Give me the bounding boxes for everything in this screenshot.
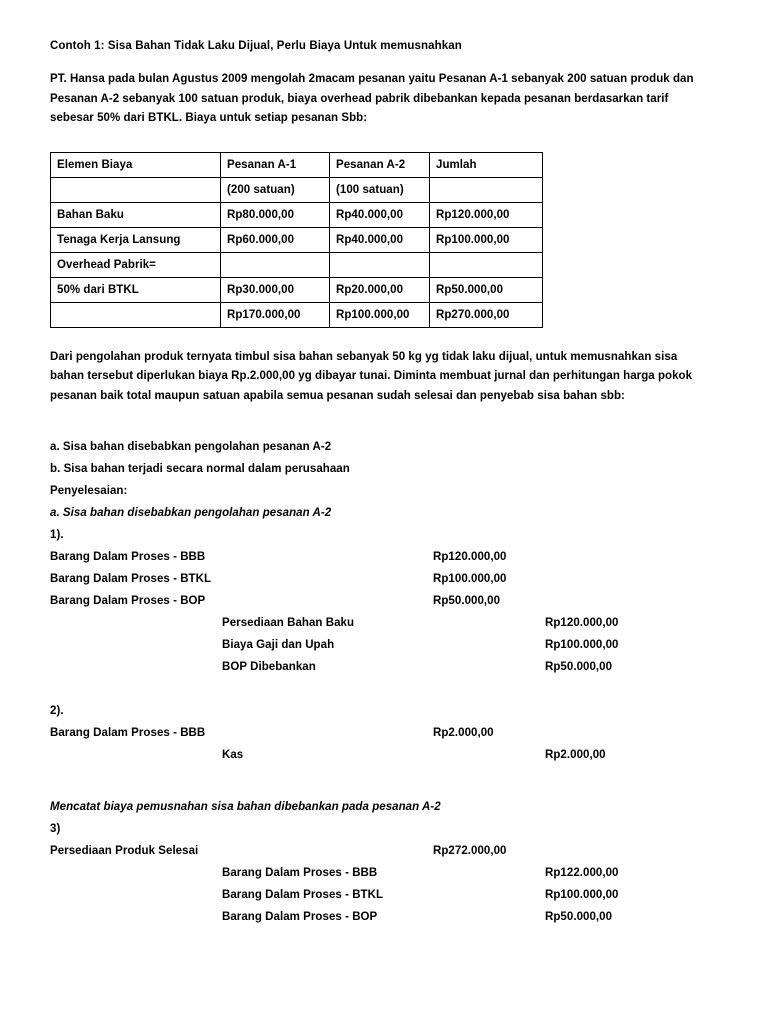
pemusnahan-note: Mencatat biaya pemusnahan sisa bahan dibebankan pada pesanan A-2 [50, 801, 441, 813]
second-paragraph: Dari pengolahan produk ternyata timbul sisa bahan sebanyak 50 kg yg tidak laku dijual, untuk memusnahkan sisa bahan tersebut diperlukan biaya Rp.2.000,00 yg dibayar tunai. Diminta membuat jurnal dan perhitungan harga pokok pesanan baik total maupun satuan apabila semua pesanan sudah selesai dan penyebab sisa bahan sbb: [50, 350, 693, 402]
table-row [51, 252, 543, 277]
intro-paragraph: PT. Hansa pada bulan Agustus 2009 mengolah 2macam pesanan yaitu Pesanan A-1 sebanyak 200 satuan produk dan Pesanan A-2 sebanyak 100 satuan produk, biaya overhead pabrik dibebankan kepada pesanan berdasarkan tarif sebesar 50% dari BTKL. Biaya untuk setiap pesanan Sbb: [50, 73, 694, 124]
table-cell: Rp20.000,00 [330, 277, 430, 302]
table-cell: Rp40.000,00 [330, 202, 430, 227]
journal-account: Barang Dalam Proses - BBB [222, 867, 378, 879]
table-cell [430, 177, 543, 202]
table-cell: Rp170.000,00 [221, 302, 330, 327]
journal-account: Persediaan Produk Selesai [50, 845, 199, 857]
table-header-row [51, 152, 543, 177]
journal-credit-amount: Rp100.000,00 [545, 639, 619, 651]
journal-debit-amount: Rp100.000,00 [433, 573, 507, 585]
question-options [50, 436, 718, 524]
journal-line [50, 546, 718, 568]
option-b-line: b. Sisa bahan terjadi secara normal dalam perusahaan [50, 463, 350, 475]
journal-line [50, 590, 718, 612]
journal-account: Barang Dalam Proses - BTKL [222, 889, 384, 901]
table-row [51, 227, 543, 252]
journal-line [50, 634, 718, 656]
table-header-cell: Elemen Biaya [51, 152, 221, 177]
journal-credit-amount: Rp50.000,00 [545, 661, 613, 673]
table-cell: Bahan Baku [51, 202, 221, 227]
journal-debit-amount: Rp272.000,00 [433, 845, 507, 857]
journal-account: Persediaan Bahan Baku [222, 617, 355, 629]
table-cell: Rp40.000,00 [330, 227, 430, 252]
journal-account: Barang Dalam Proses - BOP [50, 595, 206, 607]
journal-debit-amount: Rp50.000,00 [433, 595, 501, 607]
page-title: Contoh 1: Sisa Bahan Tidak Laku Dijual, Perlu Biaya Untuk memusnahkan [50, 40, 462, 52]
journal-line [50, 840, 718, 862]
option-a-line: a. Sisa bahan disebabkan pengolahan pesanan A-2 [50, 441, 332, 453]
entry-number: 3) [50, 823, 61, 835]
journal-entry-1 [50, 524, 718, 678]
journal-line [50, 722, 718, 744]
table-row [51, 202, 543, 227]
table-cell: Rp80.000,00 [221, 202, 330, 227]
table-cell [221, 252, 330, 277]
journal-debit-amount: Rp120.000,00 [433, 551, 507, 563]
solution-label: Penyelesaian: [50, 485, 128, 497]
table-row [51, 277, 543, 302]
journal-account: BOP Dibebankan [222, 661, 316, 673]
table-header-cell: Pesanan A-2 [330, 152, 430, 177]
journal-line [50, 612, 718, 634]
table-cell [51, 177, 221, 202]
table-cell: Rp270.000,00 [430, 302, 543, 327]
table-cell: 50% dari BTKL [51, 277, 221, 302]
entry-spacer [50, 678, 718, 700]
journal-credit-amount: Rp2.000,00 [545, 749, 606, 761]
journal-credit-amount: Rp50.000,00 [545, 911, 613, 923]
table-cell: (200 satuan) [221, 177, 330, 202]
table-cell: (100 satuan) [330, 177, 430, 202]
table-cell: Overhead Pabrik= [51, 252, 221, 277]
table-cell: Rp50.000,00 [430, 277, 543, 302]
entry-spacer [50, 766, 718, 796]
journal-account: Barang Dalam Proses - BTKL [50, 573, 212, 585]
journal-line [50, 884, 718, 906]
journal-account: Barang Dalam Proses - BBB [50, 727, 206, 739]
journal-entry-2 [50, 700, 718, 766]
table-cell: Rp120.000,00 [430, 202, 543, 227]
entry-number: 1). [50, 529, 64, 541]
journal-line [50, 906, 718, 928]
journal-line [50, 656, 718, 678]
table-cell: Tenaga Kerja Lansung [51, 227, 221, 252]
journal-account: Barang Dalam Proses - BOP [222, 911, 378, 923]
table-cell [51, 302, 221, 327]
journal-debit-amount: Rp2.000,00 [433, 727, 494, 739]
cost-elements-table [50, 152, 543, 328]
journal-credit-amount: Rp100.000,00 [545, 889, 619, 901]
journal-account: Kas [222, 749, 244, 761]
table-cell: Rp100.000,00 [330, 302, 430, 327]
journal-account: Barang Dalam Proses - BBB [50, 551, 206, 563]
table-cell: Rp100.000,00 [430, 227, 543, 252]
journal-entry-3 [50, 818, 718, 928]
table-cell [430, 252, 543, 277]
journal-credit-amount: Rp120.000,00 [545, 617, 619, 629]
table-header-cell: Pesanan A-1 [221, 152, 330, 177]
table-total-row [51, 302, 543, 327]
journal-line [50, 568, 718, 590]
table-header-cell: Jumlah [430, 152, 543, 177]
journal-line [50, 744, 718, 766]
table-cell: Rp30.000,00 [221, 277, 330, 302]
journal-credit-amount: Rp122.000,00 [545, 867, 619, 879]
solution-case-a-label: a. Sisa bahan disebabkan pengolahan pesanan A-2 [50, 507, 332, 519]
journal-account: Biaya Gaji dan Upah [222, 639, 335, 651]
table-cell: Rp60.000,00 [221, 227, 330, 252]
entry-number: 2). [50, 705, 64, 717]
table-cell [330, 252, 430, 277]
journal-line [50, 862, 718, 884]
table-row [51, 177, 543, 202]
cost-table-body [51, 152, 543, 327]
